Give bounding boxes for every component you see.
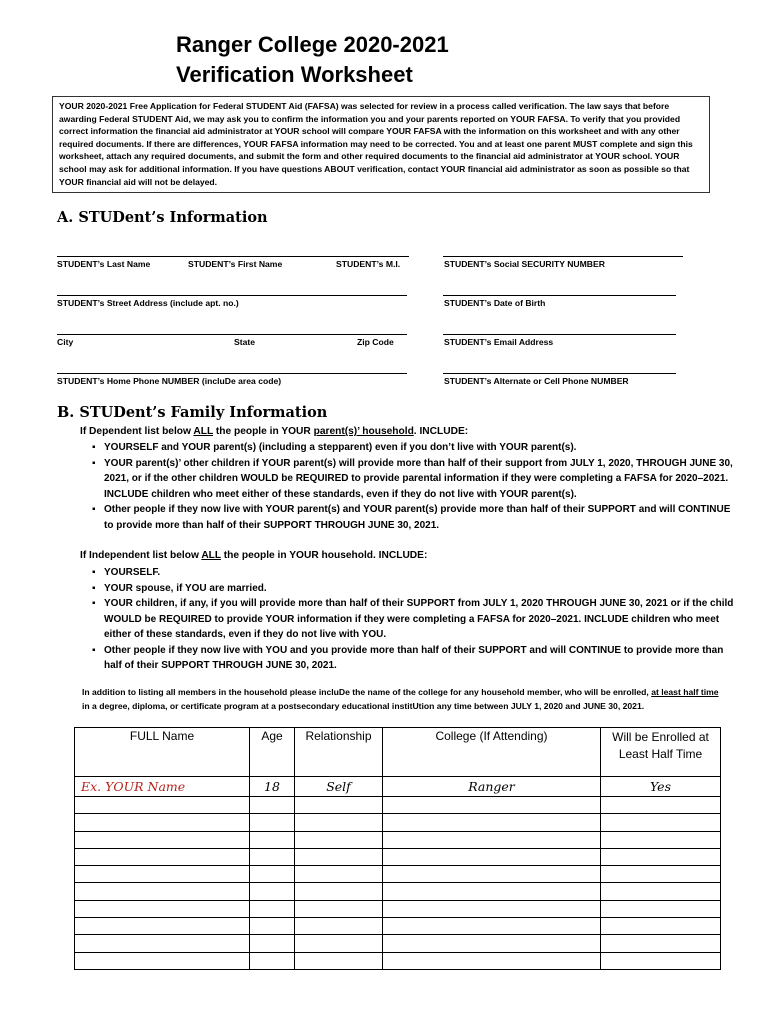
state-label: State [234,337,256,347]
header-full-name: FULL Name [75,728,250,777]
note-part-2: in a degree, diploma, or certificate program at a postsecondary educational institUtion any time between JULY 1, 2020 and JUNE 30, 2021. [82,700,645,711]
list-item: ▪ YOURSELF. [92,567,161,578]
college-cell[interactable] [383,831,601,848]
title-line-2: Verification Worksheet [176,62,413,87]
name-cell[interactable] [75,848,250,865]
independent-intro [80,548,740,564]
dependent-people: the people in YOUR [213,426,314,437]
relationship-cell[interactable] [295,952,383,969]
relationship-cell[interactable] [295,918,383,935]
table-row [75,935,721,952]
example-name: Ex. YOUR Name [75,777,250,797]
table-row [75,797,721,814]
bullet-text: Other people if they now live with YOUR parent(s) and YOUR parent(s) provide more than half of their SUPPORT and will CONTINUE to provide more than half of their SUPPORT THROUGH JUNE 30, 2021. [104,504,731,531]
table-row [75,900,721,917]
table-header-row [75,728,721,777]
cell-phone-label: STUDENT’s Alternate or Cell Phone NUMBER [444,376,629,386]
table-row [75,848,721,865]
list-item: ▪ Other people if they now live with YOUR parent(s) and YOUR parent(s) provide more than half of their SUPPORT and will CONTINUE to provide more than half of their SUPPORT THROUGH JUNE 30, 2021. [92,504,731,531]
name-cell[interactable] [75,918,250,935]
enrolled-cell[interactable] [601,866,721,883]
example-row [75,777,721,797]
college-cell[interactable] [383,883,601,900]
relationship-cell[interactable] [295,883,383,900]
table-row [75,866,721,883]
age-cell[interactable] [250,866,295,883]
household-note [82,686,722,713]
list-item: ▪ YOURSELF and YOUR parent(s) (including a stepparent) even if you don’t live with YOUR parent(s). [92,442,577,453]
title-line-1: Ranger College 2020-2021 [176,32,449,57]
zip-label: Zip Code [357,337,394,347]
name-cell[interactable] [75,814,250,831]
age-cell[interactable] [250,797,295,814]
list-item: ▪ YOUR parent(s)’ other children if YOUR parent(s) will provide more than half of their support from JULY 1, 2020, THROUGH JUNE 30, 2021, or if the other children WOULD be REQUIRED to provide parental information if they were completing a FAFSA for 2020–2021. INCLUDE children who meet either of these standards, even if they do not live with YOUR parent(s). [92,457,733,500]
address-label: STUDENT’s Street Address (include apt. no.) [57,298,239,308]
relationship-cell[interactable] [295,831,383,848]
dob-field-line[interactable] [443,295,676,296]
section-b-heading: B. STUDent’s Family Information [57,404,328,421]
table-row [75,814,721,831]
table-row [75,918,721,935]
independent-bullet-list [92,565,734,674]
address-field-line[interactable] [57,295,407,296]
cell-phone-line[interactable] [443,373,676,374]
name-cell[interactable] [75,831,250,848]
enrolled-cell[interactable] [601,952,721,969]
independent-lead: If Independent [80,550,150,561]
intro-box: YOUR 2020-2021 Free Application for Federal STUDENT Aid (FAFSA) was selected for review in a process called verification. The law says that before awarding Federal STUDENT Aid, we may ask you to confirm the information you and your parents reported on YOUR FAFSA. To verify that you provided correct information the financial aid administrator at YOUR school will compare YOUR FAFSA with the information on this worksheet and with any other required documents. If there are differences, YOUR FAFSA information may need to be corrected. You and at least one parent MUST complete and sign this worksheet, attach any required documents, and submit the form and other required documents to the financial aid administrator at YOUR school. YOUR school may ask for additional information. If you have questions ABOUT verification, contact YOUR financial aid administrator as soon as possible so that YOUR financial aid will not be delayed. [52,96,710,193]
email-label: STUDENT’s Email Address [444,337,554,347]
dependent-tail: . INCLUDE: [413,426,469,437]
age-cell[interactable] [250,935,295,952]
list-item: ▪ YOUR spouse, if YOU are married. [92,582,267,594]
name-cell[interactable] [75,797,250,814]
email-field-line[interactable] [443,334,676,335]
header-age: Age [250,728,295,777]
example-relationship: Self [295,777,383,797]
college-cell[interactable] [383,866,601,883]
example-enrolled: Yes [601,777,721,797]
name-field-line[interactable] [57,256,409,257]
header-college: College (If Attending) [383,728,601,777]
page-title [176,30,449,90]
relationship-cell[interactable] [295,814,383,831]
college-cell[interactable] [383,918,601,935]
college-cell[interactable] [383,797,601,814]
name-cell[interactable] [75,900,250,917]
relationship-cell[interactable] [295,900,383,917]
enrolled-cell[interactable] [601,918,721,935]
home-phone-label: STUDENT’s Home Phone NUMBER (incluDe area code) [57,376,282,386]
independent-all: ALL [201,550,221,561]
mi-label: STUDENT’s M.I. [336,259,401,269]
note-part-1: In addition to listing all members in the household please incluDe the name of the college for any household member, who will be enrolled, [82,687,652,697]
age-cell[interactable] [250,900,295,917]
enrolled-cell[interactable] [601,814,721,831]
bullet-text: YOUR children, if any, if you will provide more than half of their SUPPORT from JULY 1, 2020 THROUGH JUNE 30, 2021 or if the child WOULD be REQUIRED to provide YOUR information if they were completing a FAFSA for 2020–2021. INCLUDE children who meet either of these standards, even if they do not live with YOU. [104,598,734,640]
city-state-zip-line[interactable] [57,334,407,335]
college-cell[interactable] [383,900,601,917]
table-row [75,952,721,969]
example-age: 18 [250,777,295,797]
independent-tail: the people in YOUR household. INCLUDE: [220,550,428,561]
city-label: City [57,337,74,347]
relationship-cell[interactable] [295,797,383,814]
relationship-cell[interactable] [295,935,383,952]
college-cell[interactable] [383,952,601,969]
enrolled-cell[interactable] [601,831,721,848]
household-table [74,727,721,970]
bullet-text: YOUR parent(s)’ other children if YOUR parent(s) will provide more than half of their support from JULY 1, 2020, THROUGH JUNE 30, 2021, or if the other children WOULD be REQUIRED to provide parental information if they were completing a FAFSA for 2020–2021. INCLUDE children who meet either of these standards, even if they do not live with YOUR parent(s). [104,457,733,500]
relationship-cell[interactable] [295,866,383,883]
ssn-field-line[interactable] [443,256,683,257]
home-phone-line[interactable] [57,373,407,374]
age-cell[interactable] [250,918,295,935]
dependent-intro [80,424,740,440]
age-cell[interactable] [250,814,295,831]
list-item: ▪ Other people if they now live with YOU and you provide more than half of their SUPPORT and will CONTINUE to provide more than half of their SUPPORT THROUGH JUNE 30, 2021. [92,644,724,671]
bullet-text: Other people if they now live with YOU and you provide more than half of their SUPPORT and will CONTINUE to provide more than half of their SUPPORT THROUGH JUNE 30, 2021. [104,644,724,671]
enrolled-cell[interactable] [601,883,721,900]
ssn-label: STUDENT’s Social SECURITY NUMBER [444,259,605,269]
dependent-mid: list below [141,426,194,437]
header-relationship: Relationship [295,728,383,777]
dependent-all: ALL [193,426,214,437]
name-cell[interactable] [75,935,250,952]
age-cell[interactable] [250,883,295,900]
list-item: ▪ YOUR children, if any, if you will provide more than half of their SUPPORT from JULY 1, 2020 THROUGH JUNE 30, 2021 or if the child WOULD be REQUIRED to provide YOUR information if they were completing a FAFSA for 2020–2021. INCLUDE children who meet either of these standards, even if they do not live with YOU. [92,598,734,640]
dependent-household: parent(s)’ household [313,426,414,437]
enrolled-cell[interactable] [601,848,721,865]
first-name-label: STUDENT’s First Name [188,259,283,269]
example-college: Ranger [383,777,601,797]
bullet-text: YOURSELF. [104,567,161,578]
independent-mid: list below [149,550,202,561]
age-cell[interactable] [250,952,295,969]
enrolled-cell[interactable] [601,900,721,917]
name-cell[interactable] [75,866,250,883]
table-row [75,831,721,848]
age-cell[interactable] [250,848,295,865]
note-underlined: at least half time [651,687,719,697]
bullet-text: YOURSELF and YOUR parent(s) (including a stepparent) even if you don’t live with YOUR parent(s). [104,442,577,453]
dependent-lead: If Dependent [80,426,142,437]
header-enrolled: Will be Enrolled at Least Half Time [601,728,721,777]
relationship-cell[interactable] [295,848,383,865]
dob-label: STUDENT’s Date of Birth [444,298,546,308]
last-name-label: STUDENT’s Last Name [57,259,151,269]
enrolled-cell[interactable] [601,797,721,814]
bullet-text: YOUR spouse, if YOU are married. [104,582,267,594]
name-cell[interactable] [75,883,250,900]
college-cell[interactable] [383,935,601,952]
table-row [75,883,721,900]
section-a-heading: A. STUDent’s Information [57,209,268,226]
age-cell[interactable] [250,831,295,848]
name-cell[interactable] [75,952,250,969]
enrolled-cell[interactable] [601,935,721,952]
college-cell[interactable] [383,814,601,831]
college-cell[interactable] [383,848,601,865]
dependent-bullet-list [92,440,734,533]
